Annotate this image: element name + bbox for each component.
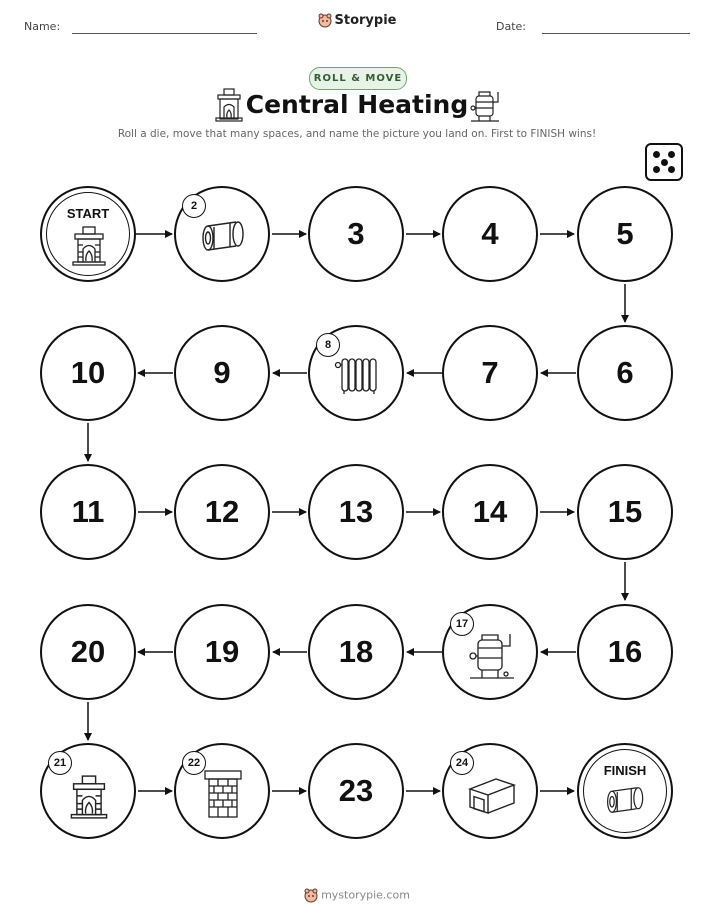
space-19[interactable] bbox=[174, 604, 270, 700]
space-5[interactable] bbox=[577, 186, 673, 282]
space-number: 10 bbox=[70, 355, 106, 390]
start-label: START bbox=[66, 206, 110, 221]
space-25-finish[interactable] bbox=[577, 743, 673, 839]
storypie-logo-icon bbox=[304, 888, 318, 903]
space-13[interactable] bbox=[308, 464, 404, 560]
space-21[interactable] bbox=[40, 743, 136, 839]
space-10[interactable] bbox=[40, 325, 136, 421]
pipe-fitting-icon bbox=[605, 783, 647, 817]
space-22[interactable] bbox=[174, 743, 270, 839]
footer bbox=[0, 888, 714, 903]
space-number-badge: 8 bbox=[316, 333, 340, 357]
boiler-icon bbox=[468, 630, 516, 682]
space-4[interactable] bbox=[442, 186, 538, 282]
activity-badge: ROLL & MOVE bbox=[309, 67, 407, 90]
space-6[interactable] bbox=[577, 325, 673, 421]
space-17[interactable] bbox=[442, 604, 538, 700]
finish-label: FINISH bbox=[603, 763, 647, 778]
space-8[interactable] bbox=[308, 325, 404, 421]
space-number: 6 bbox=[616, 355, 634, 390]
space-9[interactable] bbox=[174, 325, 270, 421]
space-14[interactable] bbox=[442, 464, 538, 560]
space-23[interactable] bbox=[308, 743, 404, 839]
space-number: 9 bbox=[213, 355, 231, 390]
space-number: 23 bbox=[338, 773, 374, 808]
space-3[interactable] bbox=[308, 186, 404, 282]
space-number-badge: 22 bbox=[182, 751, 206, 775]
space-number: 5 bbox=[616, 216, 634, 251]
fireplace-icon bbox=[72, 226, 106, 266]
instructions: Roll a die, move that many spaces, and name the picture you land on. First to FINISH wins! bbox=[117, 128, 597, 140]
space-number-badge: 17 bbox=[450, 612, 474, 636]
space-16[interactable] bbox=[577, 604, 673, 700]
space-number: 13 bbox=[338, 494, 374, 529]
space-number: 12 bbox=[204, 494, 240, 529]
space-12[interactable] bbox=[174, 464, 270, 560]
space-18[interactable] bbox=[308, 604, 404, 700]
space-number: 4 bbox=[481, 216, 499, 251]
name-label: Name: bbox=[24, 20, 61, 33]
space-number: 11 bbox=[71, 494, 105, 529]
chimney-icon bbox=[202, 769, 244, 819]
page-title: Central Heating bbox=[245, 90, 469, 119]
brand-name: Storypie bbox=[334, 13, 397, 28]
fireplace-icon bbox=[70, 775, 108, 819]
space-1-start[interactable] bbox=[40, 186, 136, 282]
radiator-icon bbox=[334, 355, 382, 395]
footer-url[interactable]: mystorypie.com bbox=[321, 888, 410, 902]
duct-icon bbox=[466, 775, 518, 815]
space-number: 19 bbox=[204, 634, 240, 669]
space-24[interactable] bbox=[442, 743, 538, 839]
space-number-badge: 24 bbox=[450, 751, 474, 775]
space-number: 20 bbox=[70, 634, 106, 669]
space-20[interactable] bbox=[40, 604, 136, 700]
space-11[interactable] bbox=[40, 464, 136, 560]
space-number: 3 bbox=[347, 216, 365, 251]
space-number-badge: 21 bbox=[48, 751, 72, 775]
space-number: 14 bbox=[472, 494, 508, 529]
space-15[interactable] bbox=[577, 464, 673, 560]
space-number-badge: 2 bbox=[182, 194, 206, 218]
space-number: 16 bbox=[607, 634, 643, 669]
space-number: 18 bbox=[338, 634, 374, 669]
date-label: Date: bbox=[496, 20, 526, 33]
space-2[interactable] bbox=[174, 186, 270, 282]
pipe-fitting-icon bbox=[200, 218, 248, 254]
space-number: 15 bbox=[607, 494, 643, 529]
space-7[interactable] bbox=[442, 325, 538, 421]
space-number: 7 bbox=[481, 355, 499, 390]
